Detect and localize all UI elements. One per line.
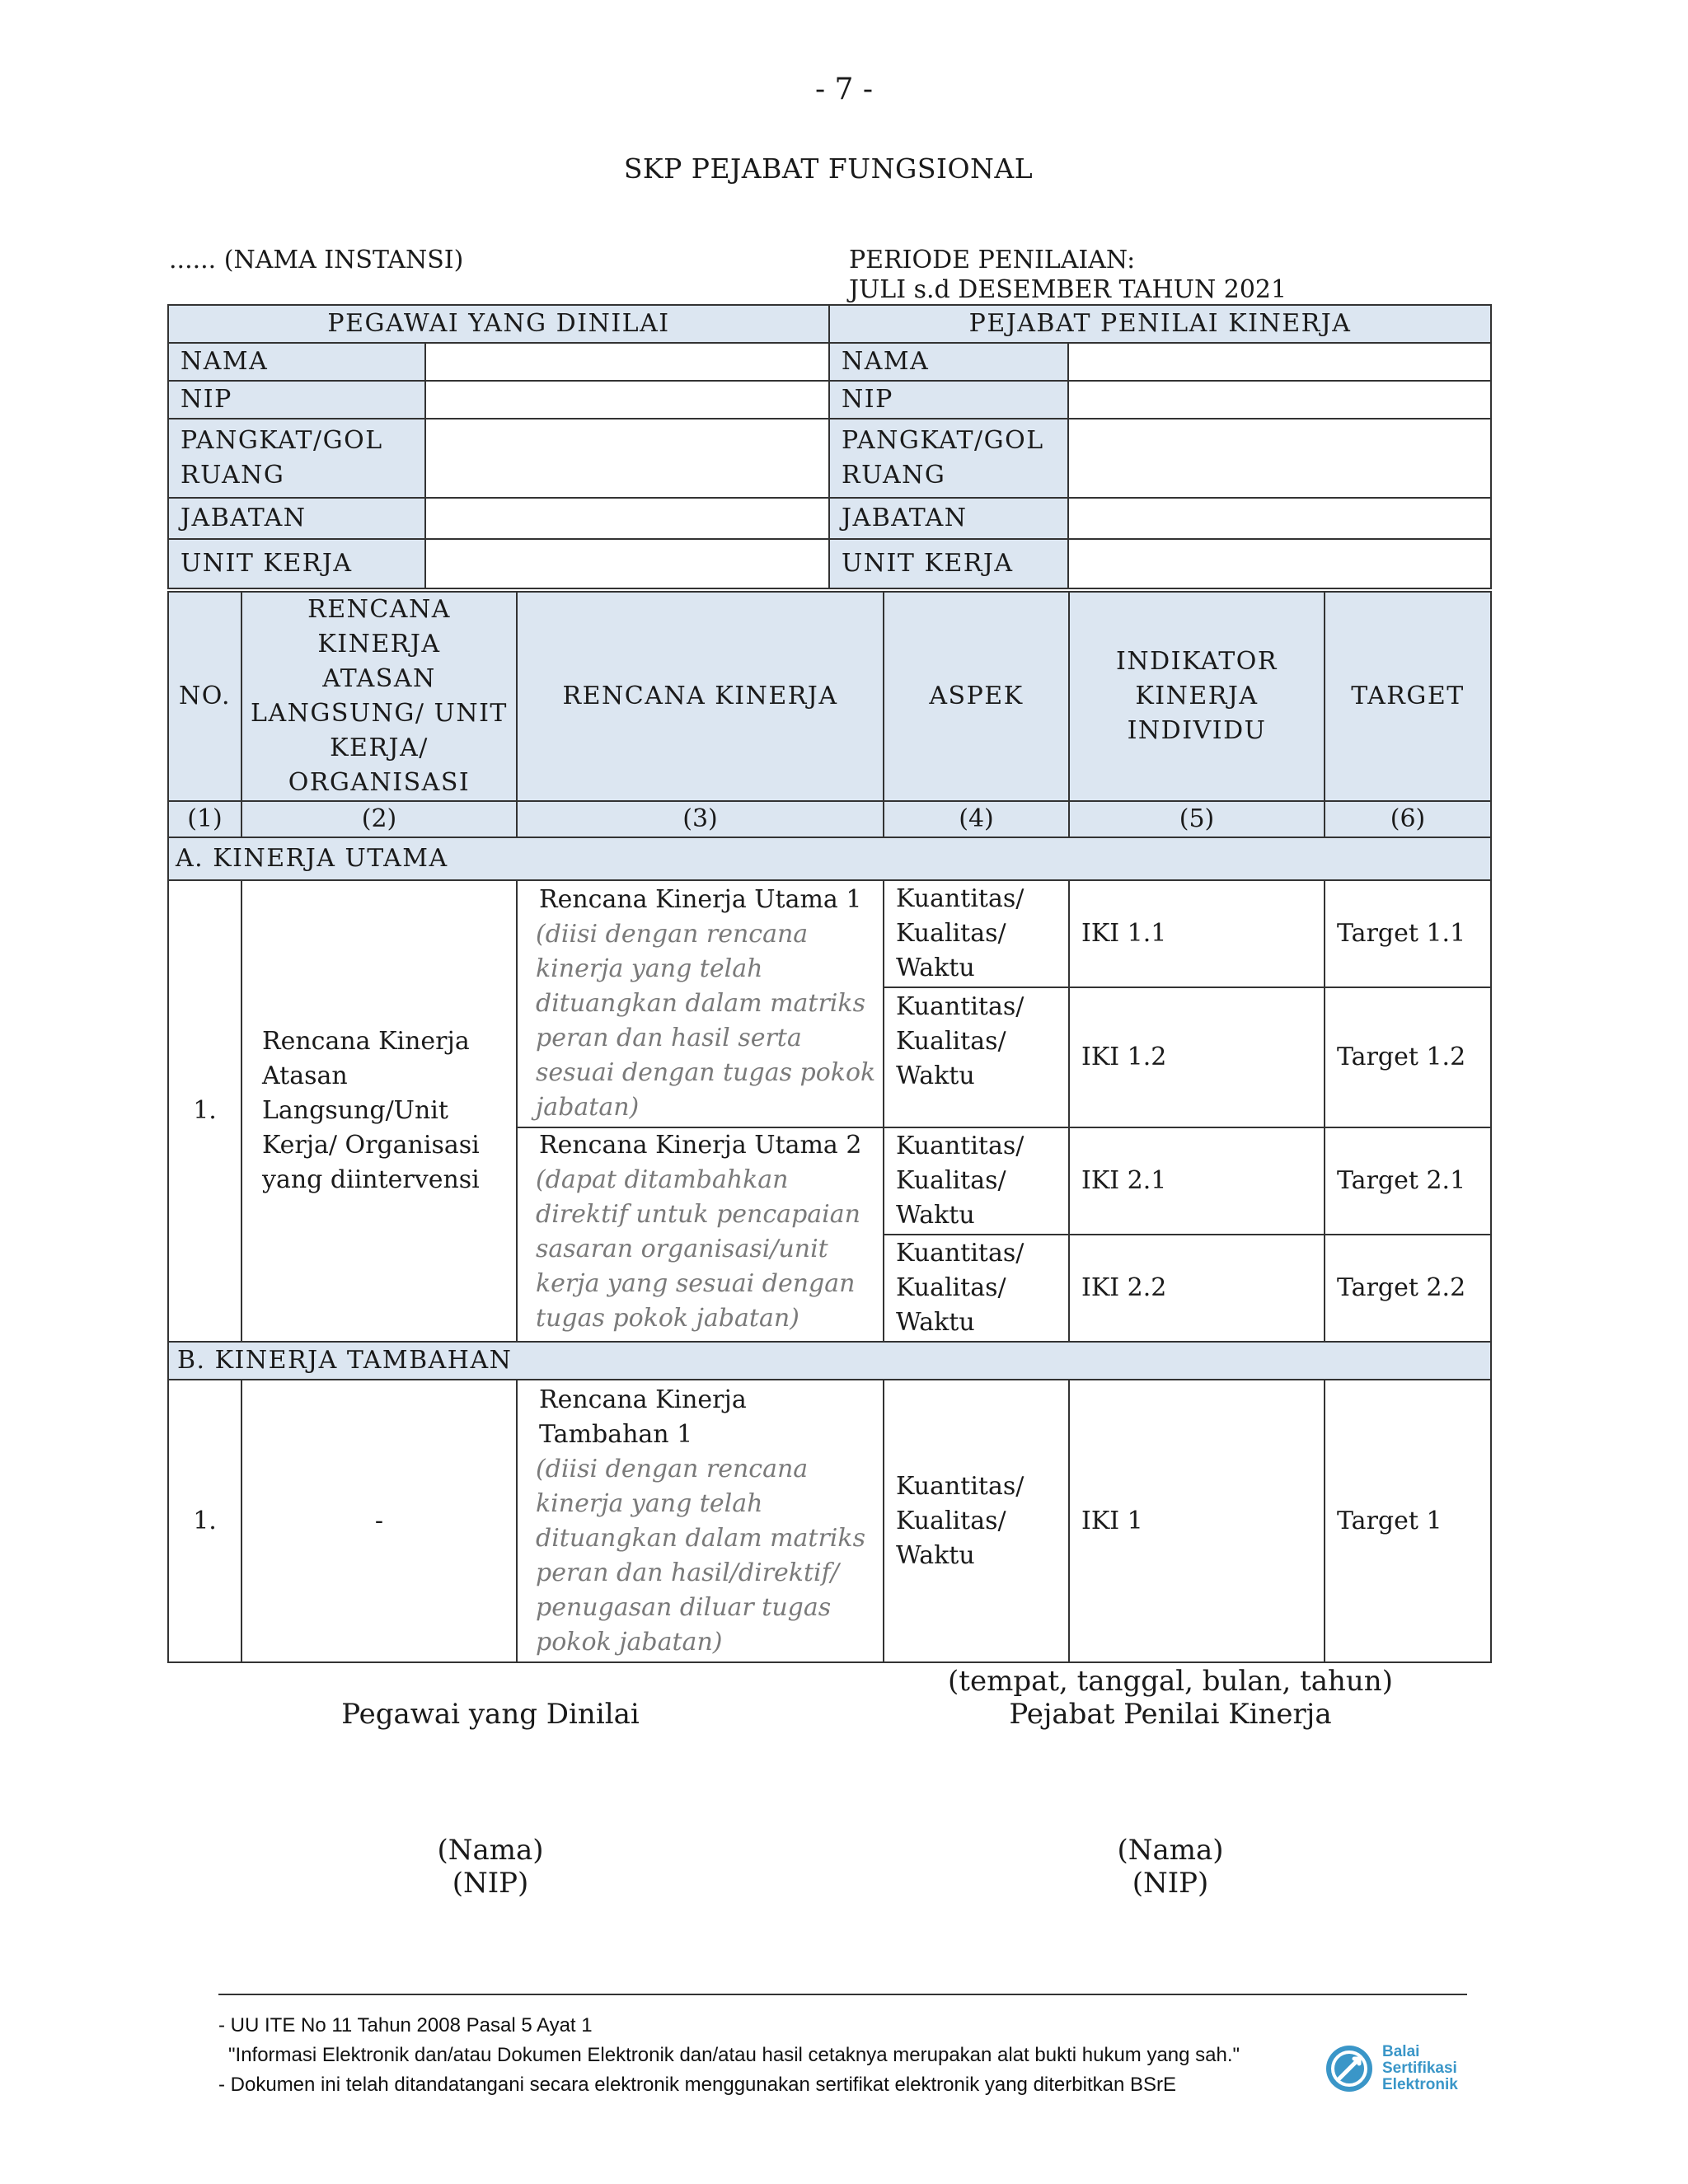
bsre-logo (1323, 2042, 1458, 2095)
header-line: LANGSUNG/ UNIT (251, 699, 508, 728)
pegawai-name: (Nama) (437, 1834, 544, 1867)
aspek-line: Kuantitas/ (896, 1239, 1025, 1268)
rk-note-line: kinerja yang telah (536, 1488, 763, 1518)
aspek-line: Waktu (896, 1201, 975, 1230)
signature-right (874, 1665, 1467, 1731)
aspek-line: Waktu (896, 954, 975, 982)
aspek-line: Kuantitas/ (896, 992, 1025, 1021)
periode-penilaian (849, 246, 1287, 305)
pegawai-pangkat-value (425, 419, 829, 498)
pejabat-nip-label: NIP (829, 381, 1068, 419)
aspek-line: Kualitas/ (896, 1166, 1006, 1195)
aspek-cell (884, 880, 1069, 987)
pangkat-line-1: PANGKAT/GOL (181, 426, 383, 455)
aspek-line: Kualitas/ (896, 1027, 1006, 1056)
iki-cell: IKI 1.1 (1069, 880, 1325, 987)
aspek-line: Kuantitas/ (896, 884, 1025, 913)
pejabat-nip-value (1068, 381, 1491, 419)
section-b-title: B. KINERJA TAMBAHAN (168, 1342, 1491, 1380)
signature-left-role: Pegawai yang Dinilai (341, 1698, 640, 1731)
footer-divider (218, 1994, 1467, 1995)
pejabat-nama-label: NAMA (829, 343, 1068, 381)
aspek-line: Waktu (896, 1308, 975, 1337)
logo-line: Elektronik (1382, 2076, 1458, 2093)
rk-note-line: direktif untuk pencapaian (536, 1200, 860, 1229)
aspek-cell (884, 1235, 1069, 1342)
row-number: 1. (168, 880, 241, 1342)
col-number: (1) (168, 801, 241, 837)
rk-note-line: peran dan hasil/direktif/ (536, 1558, 839, 1587)
section-a-title: A. KINERJA UTAMA (168, 837, 1491, 880)
document-title: SKP PEJABAT FUNGSIONAL (623, 152, 1034, 185)
kinerja-table (167, 591, 1492, 1663)
bsre-wordmark (1382, 2044, 1458, 2093)
pangkat-line-2: RUANG (842, 461, 946, 490)
col-number: (3) (517, 801, 884, 837)
logo-line: Balai (1382, 2043, 1420, 2060)
signature-right-name (874, 1834, 1467, 1900)
pegawai-pangkat-label (168, 419, 425, 498)
pegawai-nip: (NIP) (452, 1867, 529, 1900)
rk-note-line: jabatan) (536, 1093, 640, 1122)
footer-line-2: "Informasi Elektronik dan/atau Dokumen Elektronik dan/atau hasil cetaknya merupakan alat bukti hukum yang sah." (228, 2044, 1240, 2066)
pegawai-nama-label: NAMA (168, 343, 425, 381)
place-date: (tempat, tanggal, bulan, tahun) (948, 1665, 1393, 1698)
pejabat-name: (Nama) (1117, 1834, 1224, 1867)
pegawai-header: PEGAWAI YANG DINILAI (168, 305, 829, 343)
pejabat-nip: (NIP) (1132, 1867, 1209, 1900)
aspek-line: Waktu (896, 1540, 975, 1570)
pegawai-nama-value (425, 343, 829, 381)
header-line: KINERJA (1135, 682, 1259, 710)
header-line: RENCANA KINERJA (307, 595, 451, 658)
aspek-line: Kualitas/ (896, 919, 1006, 948)
pejabat-header: PEJABAT PENILAI KINERJA (829, 305, 1491, 343)
col-aspek-header: ASPEK (884, 592, 1069, 801)
pegawai-jabatan-value (425, 498, 829, 539)
rk-note-line: kinerja yang telah (536, 954, 763, 983)
pangkat-line-2: RUANG (181, 461, 285, 490)
pangkat-line-1: PANGKAT/GOL (842, 426, 1044, 455)
rk-note-line: peran dan hasil serta (536, 1024, 802, 1052)
footer-line-1: - UU ITE No 11 Tahun 2008 Pasal 5 Ayat 1 (218, 2014, 593, 2036)
rk-atasan-cell (241, 880, 517, 1342)
col-iki-header (1069, 592, 1325, 801)
rk-title: Rencana Kinerja (539, 1385, 747, 1414)
col-target-header: TARGET (1325, 592, 1491, 801)
pejabat-unit-kerja-value (1068, 539, 1491, 588)
text-line: Kerja/ Organisasi (262, 1131, 480, 1160)
target-cell: Target 1 (1325, 1380, 1491, 1662)
col-number: (6) (1325, 801, 1491, 837)
iki-cell: IKI 2.1 (1069, 1127, 1325, 1235)
target-cell: Target 1.1 (1325, 880, 1491, 987)
pejabat-unit-kerja-label: UNIT KERJA (829, 539, 1068, 588)
header-line: KERJA/ (330, 733, 429, 762)
pejabat-jabatan-label: JABATAN (829, 498, 1068, 539)
row-number: 1. (168, 1380, 241, 1662)
text-line: Langsung/Unit (262, 1096, 448, 1125)
rk-note-line: sasaran organisasi/unit (536, 1235, 828, 1263)
aspek-line: Kuantitas/ (896, 1132, 1025, 1160)
pegawai-unit-kerja-label: UNIT KERJA (168, 539, 425, 588)
rk-note-line: dituangkan dalam matriks (536, 989, 865, 1018)
identity-table (167, 304, 1492, 589)
rk-note-line: penugasan diluar tugas (536, 1592, 832, 1622)
iki-cell: IKI 1 (1069, 1380, 1325, 1662)
pejabat-jabatan-value (1068, 498, 1491, 539)
aspek-line: Waktu (896, 1062, 975, 1090)
rk-note-line: (dapat ditambahkan (536, 1165, 789, 1194)
rk-title: Tambahan 1 (539, 1419, 693, 1449)
pegawai-nip-label: NIP (168, 381, 425, 419)
col-number: (2) (241, 801, 517, 837)
periode-value: JULI s.d DESEMBER TAHUN 2021 (849, 275, 1287, 304)
target-cell: Target 1.2 (1325, 987, 1491, 1127)
instansi-name: ...... (NAMA INSTANSI) (169, 246, 464, 274)
rk-title: Rencana Kinerja Utama 1 (539, 885, 862, 914)
page-number: - 7 - (814, 73, 874, 106)
rk-note-line: dituangkan dalam matriks (536, 1523, 865, 1553)
footer-line-3: - Dokumen ini telah ditandatangani secara elektronik menggunakan sertifikat elektronik yang diterbitkan BSrE (218, 2074, 1176, 2096)
rk-note-line: pokok jabatan) (536, 1627, 723, 1657)
target-cell: Target 2.2 (1325, 1235, 1491, 1342)
periode-label: PERIODE PENILAIAN: (849, 246, 1136, 274)
iki-cell: IKI 2.2 (1069, 1235, 1325, 1342)
aspek-cell (884, 1380, 1069, 1662)
rencana-kinerja-utama-2 (517, 1127, 884, 1342)
aspek-line: Kualitas/ (896, 1273, 1006, 1302)
aspek-line: Kuantitas/ (896, 1471, 1025, 1501)
rk-note-line: sesuai dengan tugas pokok (536, 1058, 876, 1087)
pejabat-pangkat-label (829, 419, 1068, 498)
header-line: ORGANISASI (288, 768, 471, 797)
logo-line: Sertifikasi (1382, 2060, 1457, 2077)
rk-note-line: (diisi dengan rencana (536, 1454, 809, 1483)
header-line: INDIKATOR (1116, 647, 1278, 676)
col-number: (4) (884, 801, 1069, 837)
rk-atasan-cell: - (241, 1380, 517, 1662)
aspek-cell (884, 987, 1069, 1127)
rk-note-line: tugas pokok jabatan) (536, 1304, 799, 1333)
rk-note-line: (diisi dengan rencana (536, 920, 809, 949)
signature-left-name (202, 1834, 779, 1900)
pegawai-unit-kerja-value (425, 539, 829, 588)
pegawai-jabatan-label: JABATAN (168, 498, 425, 539)
text-line: Atasan (262, 1062, 348, 1090)
col-number: (5) (1069, 801, 1325, 837)
text-line: Rencana Kinerja (262, 1027, 470, 1056)
footer-notice (218, 2011, 1240, 2100)
rencana-kinerja-utama-1 (517, 880, 884, 1127)
iki-cell: IKI 1.2 (1069, 987, 1325, 1127)
pejabat-nama-value (1068, 343, 1491, 381)
col-no-header: NO. (168, 592, 241, 801)
pejabat-pangkat-value (1068, 419, 1491, 498)
target-cell: Target 2.1 (1325, 1127, 1491, 1235)
rencana-kinerja-tambahan-1 (517, 1380, 884, 1662)
rk-note-line: kerja yang sesuai dengan (536, 1269, 856, 1298)
rk-title: Rencana Kinerja Utama 2 (539, 1131, 862, 1160)
pegawai-nip-value (425, 381, 829, 419)
col-rk-atasan-header (241, 592, 517, 801)
bsre-emblem-icon (1323, 2042, 1376, 2095)
header-line: INDIVIDU (1127, 716, 1267, 745)
text-line: yang diintervensi (262, 1165, 480, 1194)
aspek-line: Kualitas/ (896, 1506, 1006, 1535)
col-rencana-kinerja-header: RENCANA KINERJA (517, 592, 884, 801)
aspek-cell (884, 1127, 1069, 1235)
pejabat-role: Pejabat Penilai Kinerja (1009, 1698, 1332, 1731)
header-line: ATASAN (322, 664, 436, 693)
